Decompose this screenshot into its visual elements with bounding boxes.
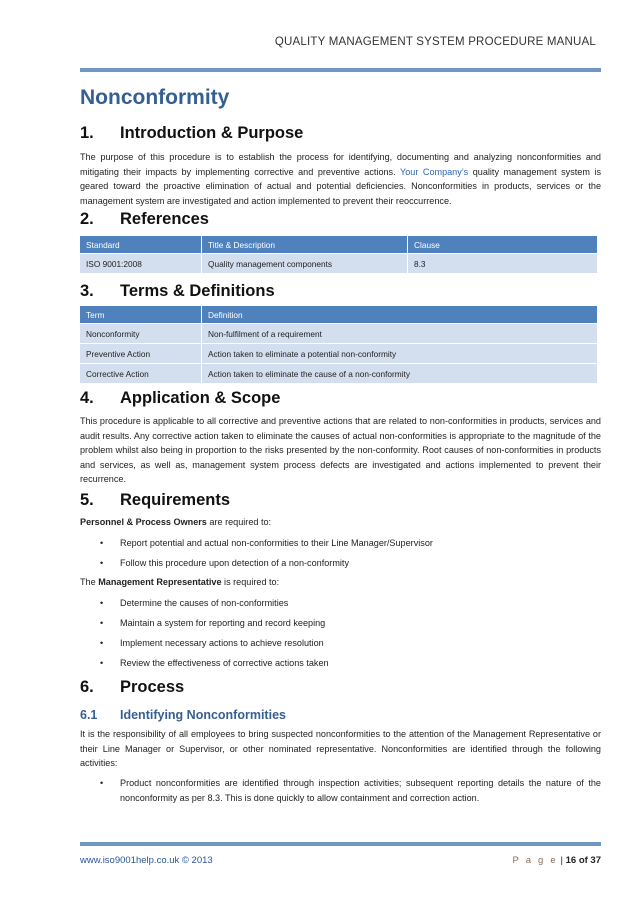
section-number: 5. [80,491,94,509]
table-header: Standard [80,236,202,254]
bullet-icon: • [100,618,104,628]
footer-divider [80,842,601,846]
section-title: Introduction & Purpose [120,124,304,142]
owners-role: Personnel & Process Owners [80,517,207,527]
section-number: 3. [80,282,94,300]
list-item [80,596,601,616]
bullet-icon: • [100,778,104,788]
intro-text-b: quality management system is geared toward the proactive elimination of actual and potential deficiencies. Nonconformities in products, services or the management system are investigated and action implemented to prevent their reoccurrence. [80,166,601,206]
intro-text-a: The purpose of this procedure is to establish the process for identifying, documenting and analyzing nonconformities and mitigating their impacts by implementing corrective and preventive actions. [80,152,601,177]
page-title: Nonconformity [80,86,230,109]
list-item [80,556,601,576]
section-2-heading [80,210,209,229]
section-title: Process [120,678,185,696]
bullet-icon: • [100,598,104,608]
bullet-icon: • [100,538,104,548]
rep-intro-pre: The [80,577,99,587]
list-item-text: Determine the causes of non-conformities [120,598,289,608]
list-item-text: Follow this procedure upon detection of a non-conformity [120,558,349,568]
list-item-text: Implement necessary actions to achieve resolution [120,638,324,648]
page-current: 16 [565,855,577,866]
table-cell: Corrective Action [80,364,202,384]
owners-intro [80,517,271,527]
rep-list [80,596,601,676]
subsection-number: 6.1 [80,708,98,722]
table-cell: Quality management components [202,254,408,274]
table-header: Term [80,306,202,324]
list-item [80,636,601,656]
table-cell: Preventive Action [80,344,202,364]
footer-website: www.iso9001help.co.uk © 2013 [80,855,213,866]
list-item [80,776,601,805]
list-item-text: Product nonconformities are identified through inspection activities; subsequent reporting details the nature of the nonconformity as per 8.3. This is done quickly to allow containment and correction action. [120,778,601,803]
scope-paragraph: This procedure is applicable to all corrective and preventive actions that are related to non-conformities in products, services and audit results. Any corrective action taken to eliminate the causes of actual non-conformities is appropriate to the magnitude of the problem whilst also being in proportion to the risks presented by the non-conformity. Root causes of non-conformities in products and services, as well as, management system process defects are investigated and actions implemented to prevent their recurrence. [80,416,601,485]
section-title: Terms & Definitions [120,282,275,300]
page-word: P a g e [512,855,558,866]
list-item-text: Review the effectiveness of corrective actions taken [120,658,329,668]
table-header: Title & Description [202,236,408,254]
section-6-heading [80,678,184,697]
rep-role: Management Representative [98,577,222,587]
section-title: Application & Scope [120,389,281,407]
table-header-row [80,236,598,254]
header-divider [80,68,601,72]
bullet-icon: • [100,658,104,668]
table-cell: Action taken to eliminate the cause of a non-conformity [202,364,598,384]
page-separator: | [560,855,563,866]
table-cell: ISO 9001:2008 [80,254,202,274]
table-cell: 8.3 [408,254,598,274]
section-number: 6. [80,678,94,696]
table-header: Definition [202,306,598,324]
table-header-row [80,306,598,324]
section-number: 4. [80,389,94,407]
section-number: 1. [80,124,94,142]
list-item [80,616,601,636]
owners-intro-text: are required to: [206,517,272,527]
table-cell: Nonconformity [80,324,202,344]
owners-list [80,536,601,576]
list-item-text: Maintain a system for reporting and record keeping [120,618,326,628]
list-item [80,656,601,676]
table-header: Clause [408,236,598,254]
table-cell: Action taken to eliminate a potential non-conformity [202,344,598,364]
header-title: QUALITY MANAGEMENT SYSTEM PROCEDURE MANUAL [274,36,596,48]
section-5-heading [80,491,230,510]
table-row [80,344,598,364]
company-name-placeholder: Your Company’s [399,166,469,177]
bullet-icon: • [100,638,104,648]
section-3-heading [80,282,275,301]
list-item [80,536,601,556]
rep-intro-text: is required to: [221,577,280,587]
table-row [80,324,598,344]
subsection-6-1-heading [80,708,286,722]
subsection-title: Identifying Nonconformities [120,708,286,722]
list-item-text: Report potential and actual non-conformities to their Line Manager/Supervisor [120,538,433,548]
rep-intro [80,577,279,587]
section-title: References [120,210,209,228]
intro-paragraph [80,150,601,208]
section-1-heading [80,124,303,143]
page-total: of 37 [578,855,601,866]
section-title: Requirements [120,491,231,509]
table-row [80,254,598,274]
section-4-heading [80,389,280,408]
footer-page-number [513,855,602,866]
table-cell: Non-fulfilment of a requirement [202,324,598,344]
bullet-icon: • [100,558,104,568]
references-table [80,236,598,273]
section-number: 2. [80,210,94,228]
process-paragraph: It is the responsibility of all employees to bring suspected nonconformities to the attention of the Management Representative or their Line Manager or Supervisor, or other nominated representative. Nonconformities are identified through the following activities: [80,729,601,769]
table-row [80,364,598,384]
definitions-table [80,306,598,383]
